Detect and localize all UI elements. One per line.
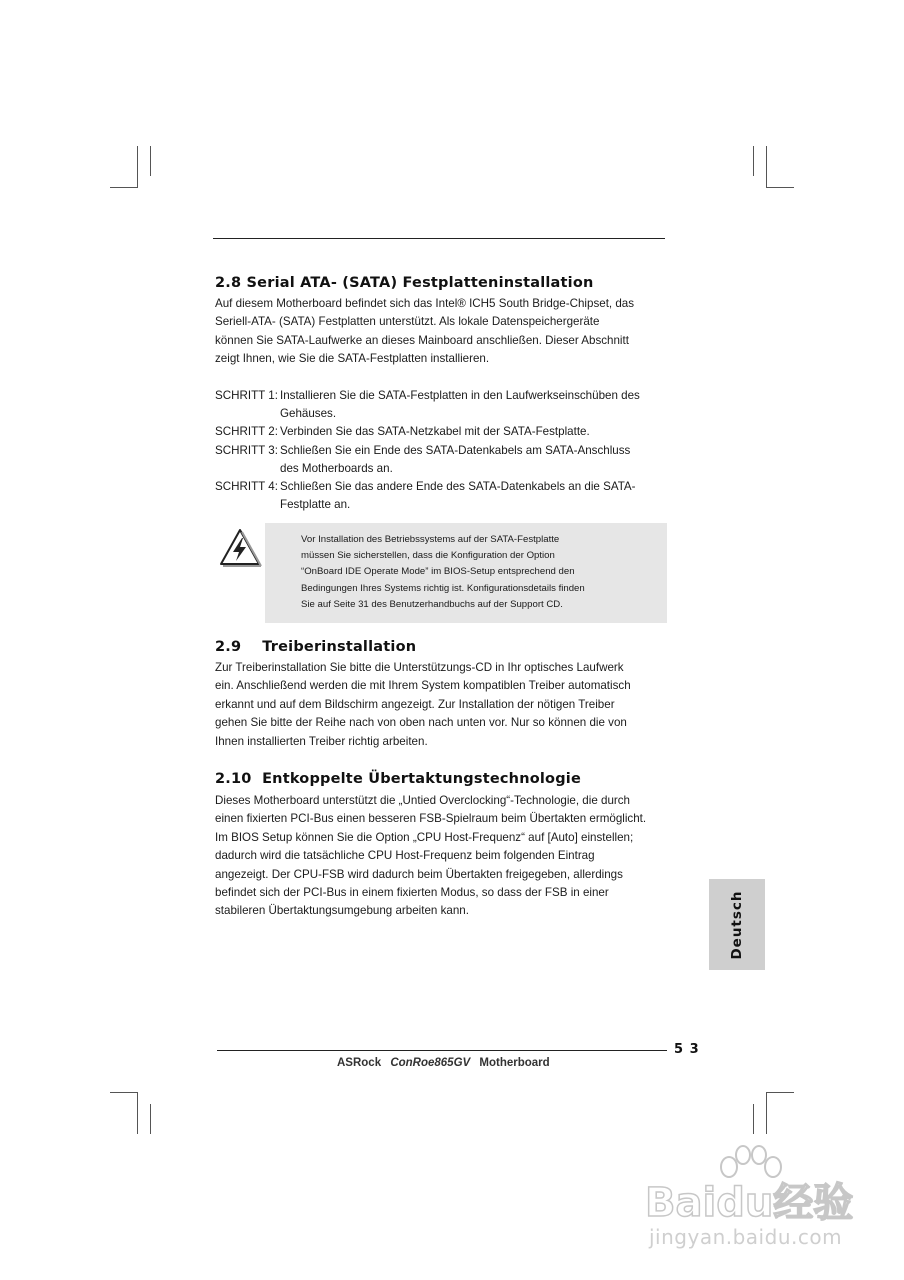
text-line: stabileren Übertaktungsumgebung arbeiten kann. — [215, 904, 469, 918]
crop-mark — [150, 146, 151, 176]
page-number: 5 3 — [674, 1042, 700, 1057]
text-line: Installieren Sie die SATA-Festplatten in den Laufwerkseinschüben des — [280, 389, 640, 402]
text-line: Auf diesem Motherboard befindet sich das Intel® ICH5 South Bridge-Chipset, das — [215, 297, 635, 310]
section-2-8-intro — [215, 295, 670, 369]
text-line: des Motherboards an. — [280, 462, 393, 476]
crop-mark — [766, 187, 794, 188]
section-2-10-title: 2.10 Entkoppelte Übertaktungstechnologie — [215, 771, 581, 787]
crop-mark — [766, 1092, 767, 1134]
footer-rule — [217, 1050, 667, 1051]
text-line: Gehäuses. — [280, 407, 337, 421]
crop-mark — [137, 1092, 138, 1134]
text-line: Im BIOS Setup können Sie die Option „CPU Host-Frequenz“ auf [Auto] einstellen; — [215, 830, 634, 844]
step-label: SCHRITT 4: — [215, 480, 278, 493]
text-line: Schließen Sie ein Ende des SATA-Datenkabels am SATA-Anschluss — [280, 444, 631, 457]
header-rule — [213, 238, 665, 239]
text-line: gehen Sie bitte der Reihe nach von oben nach unten vor. Nur so können die von — [215, 716, 627, 730]
text-line: angezeigt. Der CPU-FSB wird dadurch beim Übertakten freigegeben, allerdings — [215, 867, 623, 881]
section-2-10-body — [215, 792, 670, 921]
footer-model: ConRoe865GV — [390, 1057, 471, 1069]
text-line: Vor Installation des Betriebssystems auf der SATA-Festplatte — [301, 534, 560, 545]
crop-mark — [766, 1092, 794, 1093]
section-2-8-title: 2.8 Serial ATA- (SATA) Festplatteninstallation — [215, 275, 594, 291]
text-line: dadurch wird die tatsächliche CPU Host-Frequenz beim folgenden Eintrag — [215, 849, 595, 863]
warning-lightning-icon — [218, 527, 262, 567]
baidu-watermark — [645, 1145, 865, 1260]
watermark-url: jingyan.baidu.com — [649, 1225, 843, 1249]
text-line: einen fixierten PCI-Bus einen besseren FSB-Spielraum beim Übertakten ermöglicht. — [215, 812, 647, 826]
text-line: “OnBoard IDE Operate Mode” im BIOS-Setup entsprechend den — [301, 566, 575, 578]
language-side-tab — [709, 879, 765, 970]
crop-mark — [110, 1092, 138, 1093]
side-tab-label: Deutsch — [729, 889, 745, 960]
text-line: zeigt Ihnen, wie Sie die SATA-Festplatten installieren. — [215, 352, 490, 366]
section-2-9-body — [215, 659, 670, 751]
text-line: befindet sich der PCI-Bus in einem fixierten Modus, so dass der FSB in einer — [215, 886, 609, 900]
footer-suffix: Motherboard — [479, 1057, 550, 1069]
text-line: Bedingungen Ihres Systems richtig ist. Konfigurationsdetails finden — [301, 582, 585, 594]
crop-mark — [753, 146, 754, 176]
text-line: Ihnen installierten Treiber richtig arbeiten. — [215, 734, 428, 748]
crop-mark — [137, 146, 138, 188]
footer-text — [337, 1057, 550, 1069]
step-label: SCHRITT 1: — [215, 389, 278, 402]
text-line: müssen Sie sicherstellen, dass die Konfiguration der Option — [301, 550, 555, 562]
text-line: erkannt und auf dem Bildschirm angezeigt. Zur Installation der nötigen Treiber — [215, 697, 615, 711]
step-label: SCHRITT 3: — [215, 444, 278, 457]
text-line: Festplatte an. — [280, 498, 351, 512]
text-line: ein. Anschließend werden die mit Ihrem System kompatiblen Treiber automatisch — [215, 679, 631, 693]
crop-mark — [110, 187, 138, 188]
section-2-9-title: 2.9 Treiberinstallation — [215, 639, 417, 655]
footer-brand: ASRock — [337, 1057, 382, 1069]
crop-mark — [150, 1104, 151, 1134]
note-text — [301, 532, 585, 613]
text-line: Seriell-ATA- (SATA) Festplatten unterstützt. Als lokale Datenspeichergeräte — [215, 315, 600, 329]
watermark-logo: Baidu经验 — [645, 1180, 854, 1226]
text-line: Sie auf Seite 31 des Benutzerhandbuchs auf der Support CD. — [301, 598, 563, 610]
step-label: SCHRITT 2: — [215, 425, 278, 438]
note-box — [265, 523, 667, 623]
text-line: können Sie SATA-Laufwerke an dieses Mainboard anschließen. Dieser Abschnitt — [215, 333, 629, 347]
text-line: Schließen Sie das andere Ende des SATA-Datenkabels an die SATA- — [280, 480, 636, 493]
text-line: Dieses Motherboard unterstützt die „Untied Overclocking“-Technologie, die durch — [215, 794, 631, 807]
crop-mark — [753, 1104, 754, 1134]
text-line: Zur Treiberinstallation Sie bitte die Unterstützungs-CD in Ihr optisches Laufwerk — [215, 661, 624, 674]
crop-mark — [766, 146, 767, 188]
text-line: Verbinden Sie das SATA-Netzkabel mit der SATA-Festplatte. — [280, 425, 590, 438]
